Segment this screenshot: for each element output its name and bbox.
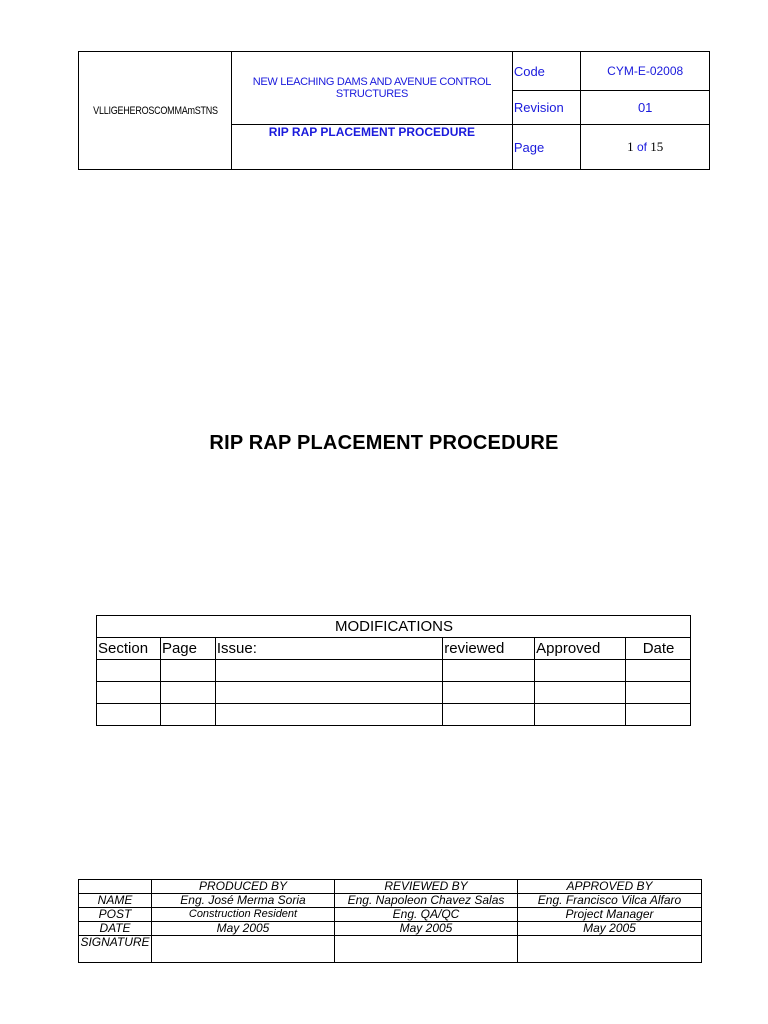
page-current: 1	[627, 139, 634, 154]
name-label: NAME	[79, 894, 152, 908]
revision-value: 01	[581, 91, 710, 125]
document-title: RIP RAP PLACEMENT PROCEDURE	[232, 125, 513, 170]
name-row	[79, 894, 702, 908]
date-row	[79, 922, 702, 936]
page-number	[581, 125, 710, 170]
modifications-table	[96, 615, 691, 726]
approver-signature	[518, 936, 702, 963]
table-row	[97, 704, 691, 726]
reviewed-by-header: REVIEWED BY	[335, 880, 518, 894]
producer-signature	[152, 936, 335, 963]
col-section: Section	[97, 638, 161, 660]
producer-post: Construction Resident	[152, 908, 335, 922]
reviewer-date: May 2005	[335, 922, 518, 936]
page-total: 15	[650, 139, 664, 154]
company-name: VLLIGEHEROSCOMMAmSTNS	[92, 52, 217, 170]
code-label: Code	[512, 52, 581, 91]
table-row	[97, 660, 691, 682]
reviewer-name: Eng. Napoleon Chavez Salas	[335, 894, 518, 908]
revision-label: Revision	[512, 91, 581, 125]
document-header	[78, 51, 710, 170]
approver-post: Project Manager	[518, 908, 702, 922]
col-issue: Issue:	[215, 638, 442, 660]
signature-label: SIGNATURE	[79, 936, 152, 963]
modifications-header-row	[97, 638, 691, 660]
page-of: of	[636, 140, 647, 154]
code-value: CYM-E-02008	[581, 52, 710, 91]
reviewer-post: Eng. QA/QC	[335, 908, 518, 922]
page-label: Page	[512, 125, 581, 170]
col-reviewed: reviewed	[443, 638, 535, 660]
modifications-title: MODIFICATIONS	[97, 616, 691, 638]
signature-header-row	[79, 880, 702, 894]
signature-row	[79, 936, 702, 963]
col-page: Page	[160, 638, 215, 660]
date-label: DATE	[79, 922, 152, 936]
col-approved: Approved	[535, 638, 626, 660]
producer-date: May 2005	[152, 922, 335, 936]
producer-name: Eng. José Merma Soria	[152, 894, 335, 908]
table-row	[97, 682, 691, 704]
approver-name: Eng. Francisco Vilca Alfaro	[518, 894, 702, 908]
signature-table	[78, 879, 702, 963]
post-row	[79, 908, 702, 922]
approver-date: May 2005	[518, 922, 702, 936]
project-name: NEW LEACHING DAMS AND AVENUE CONTROL STRUCTURES	[232, 52, 513, 125]
reviewer-signature	[335, 936, 518, 963]
col-date: Date	[626, 638, 691, 660]
post-label: POST	[79, 908, 152, 922]
approved-by-header: APPROVED BY	[518, 880, 702, 894]
page-title: RIP RAP PLACEMENT PROCEDURE	[209, 432, 559, 454]
produced-by-header: PRODUCED BY	[152, 880, 335, 894]
